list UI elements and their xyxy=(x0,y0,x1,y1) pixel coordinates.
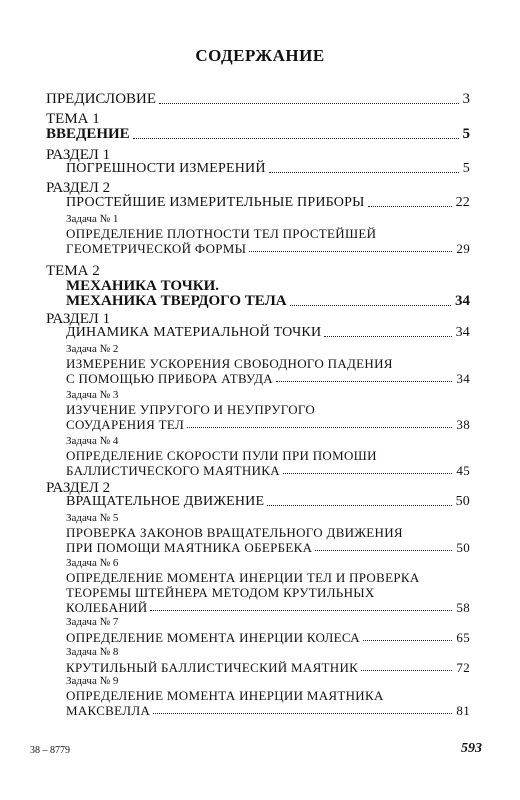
task-title-line: ОПРЕДЕЛЕНИЕ МОМЕНТА ИНЕРЦИИ МАЯТНИКА xyxy=(66,688,384,703)
toc-entry-section xyxy=(66,495,470,509)
entry-page: 5 xyxy=(462,161,470,176)
entry-page: 45 xyxy=(456,463,470,478)
toc-entry-task xyxy=(66,601,470,614)
toc-entry-task xyxy=(66,242,470,255)
entry-page: 34 xyxy=(455,293,470,309)
dot-leader xyxy=(269,172,459,173)
dot-leader xyxy=(249,251,452,252)
toc-entry-task xyxy=(66,418,470,431)
entry-page: 34 xyxy=(456,371,470,386)
toc-entry-section xyxy=(66,196,470,210)
task-label: Задача № 3 xyxy=(66,389,119,401)
toc-entry-section xyxy=(66,162,470,176)
dot-leader xyxy=(267,505,451,506)
toc-entry-task xyxy=(66,372,470,385)
dot-leader xyxy=(315,550,452,551)
entry-text: ВВЕДЕНИЕ xyxy=(46,126,130,142)
task-label: Задача № 5 xyxy=(66,512,119,524)
task-label: Задача № 2 xyxy=(66,343,119,355)
entry-text: СОУДАРЕНИЯ ТЕЛ xyxy=(66,417,185,432)
entry-text: КОЛЕБАНИЙ xyxy=(66,600,148,615)
dot-leader xyxy=(368,206,452,207)
entry-page: 3 xyxy=(462,91,470,107)
entry-text: ПРЕДИСЛОВИЕ xyxy=(46,91,157,107)
toc-entry-task xyxy=(66,704,470,717)
toc-entry-intro xyxy=(46,127,470,142)
entry-text: КРУТИЛЬНЫЙ БАЛЛИСТИЧЕСКИЙ МАЯТНИК xyxy=(66,660,359,675)
toc-entry-topic xyxy=(66,294,470,309)
toc-entry-section xyxy=(66,326,470,340)
task-label: Задача № 6 xyxy=(66,557,119,569)
entry-text: МЕХАНИКА ТВЕРДОГО ТЕЛА xyxy=(66,293,287,309)
section-label: РАЗДЕЛ 2 xyxy=(46,480,111,496)
dot-leader xyxy=(133,138,459,139)
entry-page: 72 xyxy=(456,660,470,675)
topic-title-line: МЕХАНИКА ТОЧКИ. xyxy=(66,278,220,294)
task-label: Задача № 1 xyxy=(66,213,119,225)
dot-leader xyxy=(283,473,452,474)
entry-text: ДИНАМИКА МАТЕРИАЛЬНОЙ ТОЧКИ xyxy=(66,325,322,340)
topic-label: ТЕМА 1 xyxy=(46,111,100,127)
entry-text: С ПОМОЩЬЮ ПРИБОРА АТВУДА xyxy=(66,371,273,386)
entry-text: ГЕОМЕТРИЧЕСКОЙ ФОРМЫ xyxy=(66,241,247,256)
entry-text: ПОГРЕШНОСТИ ИЗМЕРЕНИЙ xyxy=(66,161,266,176)
entry-page: 50 xyxy=(456,540,470,555)
entry-page: 38 xyxy=(456,417,470,432)
task-title-line: ПРОВЕРКА ЗАКОНОВ ВРАЩАТЕЛЬНОГО ДВИЖЕНИЯ xyxy=(66,525,403,540)
dot-leader xyxy=(363,640,452,641)
task-title-line: ОПРЕДЕЛЕНИЕ ПЛОТНОСТИ ТЕЛ ПРОСТЕЙШЕЙ xyxy=(66,226,377,241)
page-number: 593 xyxy=(461,741,482,756)
entry-page: 5 xyxy=(462,126,470,142)
entry-text: МАКСВЕЛЛА xyxy=(66,703,151,718)
section-label: РАЗДЕЛ 1 xyxy=(46,311,111,327)
topic-label: ТЕМА 2 xyxy=(46,263,100,279)
task-label: Задача № 9 xyxy=(66,675,119,687)
entry-page: 29 xyxy=(456,241,470,256)
print-signature: 38 – 8779 xyxy=(30,745,70,756)
entry-page: 50 xyxy=(455,494,470,509)
task-title-line: ТЕОРЕМЫ ШТЕЙНЕРА МЕТОДОМ КРУТИЛЬНЫХ xyxy=(66,585,375,600)
task-title-line: ОПРЕДЕЛЕНИЕ СКОРОСТИ ПУЛИ ПРИ ПОМОШИ xyxy=(66,448,377,463)
task-title-line: ИЗМЕРЕНИЕ УСКОРЕНИЯ СВОБОДНОГО ПАДЕНИЯ xyxy=(66,356,393,371)
dot-leader xyxy=(276,381,452,382)
task-label: Задача № 8 xyxy=(66,646,119,658)
dot-leader xyxy=(361,670,452,671)
entry-page: 34 xyxy=(455,325,470,340)
dot-leader xyxy=(187,427,452,428)
toc-entry-task xyxy=(66,631,470,644)
entry-page: 65 xyxy=(456,630,470,645)
task-title-line: ИЗУЧЕНИЕ УПРУГОГО И НЕУПРУГОГО xyxy=(66,402,316,417)
entry-text: ВРАЩАТЕЛЬНОЕ ДВИЖЕНИЕ xyxy=(66,494,265,509)
entry-text: ОПРЕДЕЛЕНИЕ МОМЕНТА ИНЕРЦИИ КОЛЕСА xyxy=(66,630,360,645)
dot-leader xyxy=(290,305,451,306)
dot-leader xyxy=(159,103,458,104)
task-label: Задача № 7 xyxy=(66,616,119,628)
section-label: РАЗДЕЛ 1 xyxy=(46,147,111,163)
toc-entry-task xyxy=(66,464,470,477)
entry-text: БАЛЛИСТИЧЕСКОГО МАЯТНИКА xyxy=(66,463,280,478)
dot-leader xyxy=(150,610,452,611)
task-title-line: ОПРЕДЕЛЕНИЕ МОМЕНТА ИНЕРЦИИ ТЕЛ И ПРОВЕРКА xyxy=(66,570,420,585)
entry-text: ПРИ ПОМОЩИ МАЯТНИКА ОБЕРБЕКА xyxy=(66,540,313,555)
entry-page: 58 xyxy=(456,600,470,615)
toc-entry-task xyxy=(66,541,470,554)
toc-entry-preface xyxy=(46,92,470,107)
entry-page: 22 xyxy=(455,195,470,210)
toc-entry-task xyxy=(66,661,470,674)
dot-leader xyxy=(324,336,451,337)
dot-leader xyxy=(153,713,452,714)
entry-text: ПРОСТЕЙШИЕ ИЗМЕРИТЕЛЬНЫЕ ПРИБОРЫ xyxy=(66,195,365,210)
entry-page: 81 xyxy=(456,703,470,718)
section-label: РАЗДЕЛ 2 xyxy=(46,180,111,196)
task-label: Задача № 4 xyxy=(66,435,119,447)
page-title: СОДЕРЖАНИЕ xyxy=(195,46,325,65)
